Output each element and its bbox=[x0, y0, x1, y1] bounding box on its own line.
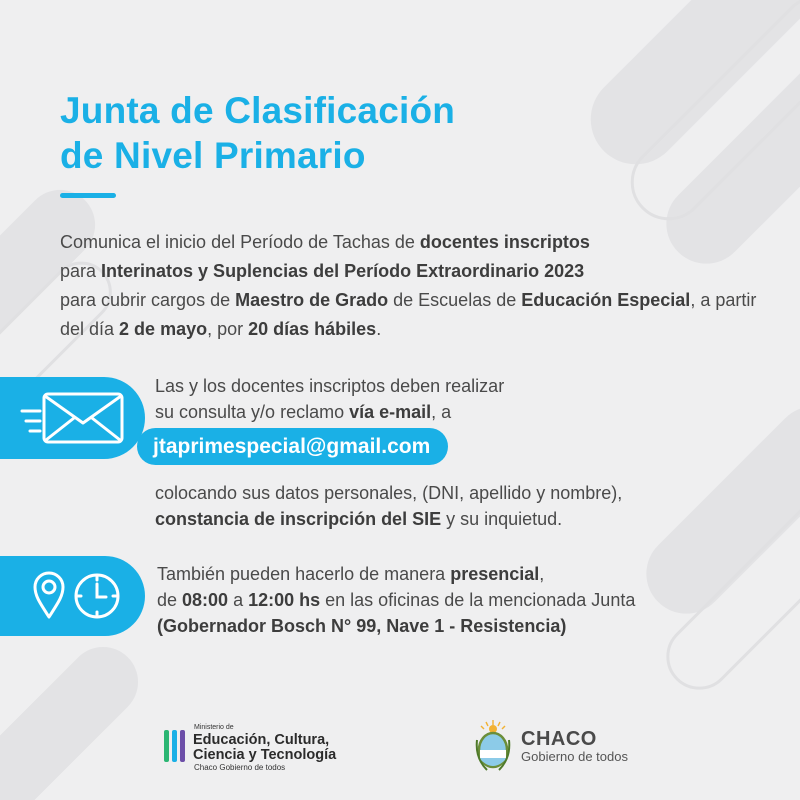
contact-line-1: Las y los docentes inscriptos deben realizar bbox=[155, 376, 505, 396]
contact-line-3: colocando sus datos personales, (DNI, apellido y nombre), bbox=[155, 483, 623, 503]
intro-text: para cubrir cargos de bbox=[60, 290, 236, 310]
title-line-1: Junta de Clasificación bbox=[60, 90, 456, 131]
clock-icon bbox=[73, 572, 121, 620]
intro-text: Comunica el inicio del Período de Tachas de bbox=[60, 232, 420, 252]
intro-text: , por bbox=[207, 319, 249, 339]
logo-bar-purple bbox=[180, 730, 185, 762]
title-line-2: de Nivel Primario bbox=[60, 135, 366, 176]
intro-text: de Escuelas de bbox=[388, 290, 522, 310]
email-address[interactable] bbox=[137, 428, 448, 465]
logo-bar-blue bbox=[172, 730, 177, 762]
footer bbox=[0, 722, 800, 782]
intro-bold: Interinatos y Suplencias del Período Extraordinario 2023 bbox=[101, 261, 585, 281]
location-pin-icon bbox=[32, 570, 66, 620]
ministry-name: Educación, Cultura, Ciencia y Tecnología bbox=[193, 732, 337, 763]
contact-line-2: su consulta y/o reclamo vía e-mail, a bbox=[155, 402, 452, 422]
ministry-label: Ministerio de bbox=[194, 724, 234, 731]
presencial-line-3: (Gobernador Bosch N° 99, Nave 1 - Resistencia) bbox=[157, 616, 567, 636]
mail-tab bbox=[0, 377, 145, 459]
presencial-line-2: de 08:00 a 12:00 hs en las oficinas de la mencionada Junta bbox=[157, 590, 636, 610]
chaco-emblem-icon bbox=[473, 718, 513, 776]
chaco-tagline: Gobierno de todos bbox=[521, 749, 628, 764]
contact-block-continued bbox=[155, 480, 622, 532]
intro-text: para bbox=[60, 261, 102, 281]
envelope-icon bbox=[20, 377, 130, 459]
intro-bold: Educación Especial bbox=[521, 290, 691, 310]
intro-bold: Maestro de Grado bbox=[235, 290, 389, 310]
ministry-tagline: Chaco Gobierno de todos bbox=[194, 763, 286, 772]
presencial-block bbox=[157, 561, 635, 639]
intro-text: , a partir del día bbox=[60, 290, 757, 339]
intro-text: . bbox=[376, 319, 382, 339]
chaco-name: CHACO bbox=[521, 728, 597, 750]
logo-bar-green bbox=[164, 730, 169, 762]
intro-paragraph bbox=[60, 228, 760, 344]
presencial-line-1: También pueden hacerlo de manera presencial, bbox=[157, 564, 545, 584]
email-text[interactable]: jtaprimespecial@gmail.com bbox=[153, 435, 431, 458]
intro-bold: docentes inscriptos bbox=[419, 232, 590, 252]
intro-bold: 20 días hábiles bbox=[248, 319, 377, 339]
title-underline bbox=[60, 193, 116, 198]
page-title bbox=[60, 88, 455, 178]
contact-line-4: constancia de inscripción del SIE y su inquietud. bbox=[155, 509, 563, 529]
ministry-logo-bars bbox=[164, 730, 186, 762]
location-tab bbox=[0, 556, 145, 636]
contact-block bbox=[155, 373, 504, 425]
intro-bold: 2 de mayo bbox=[119, 319, 208, 339]
